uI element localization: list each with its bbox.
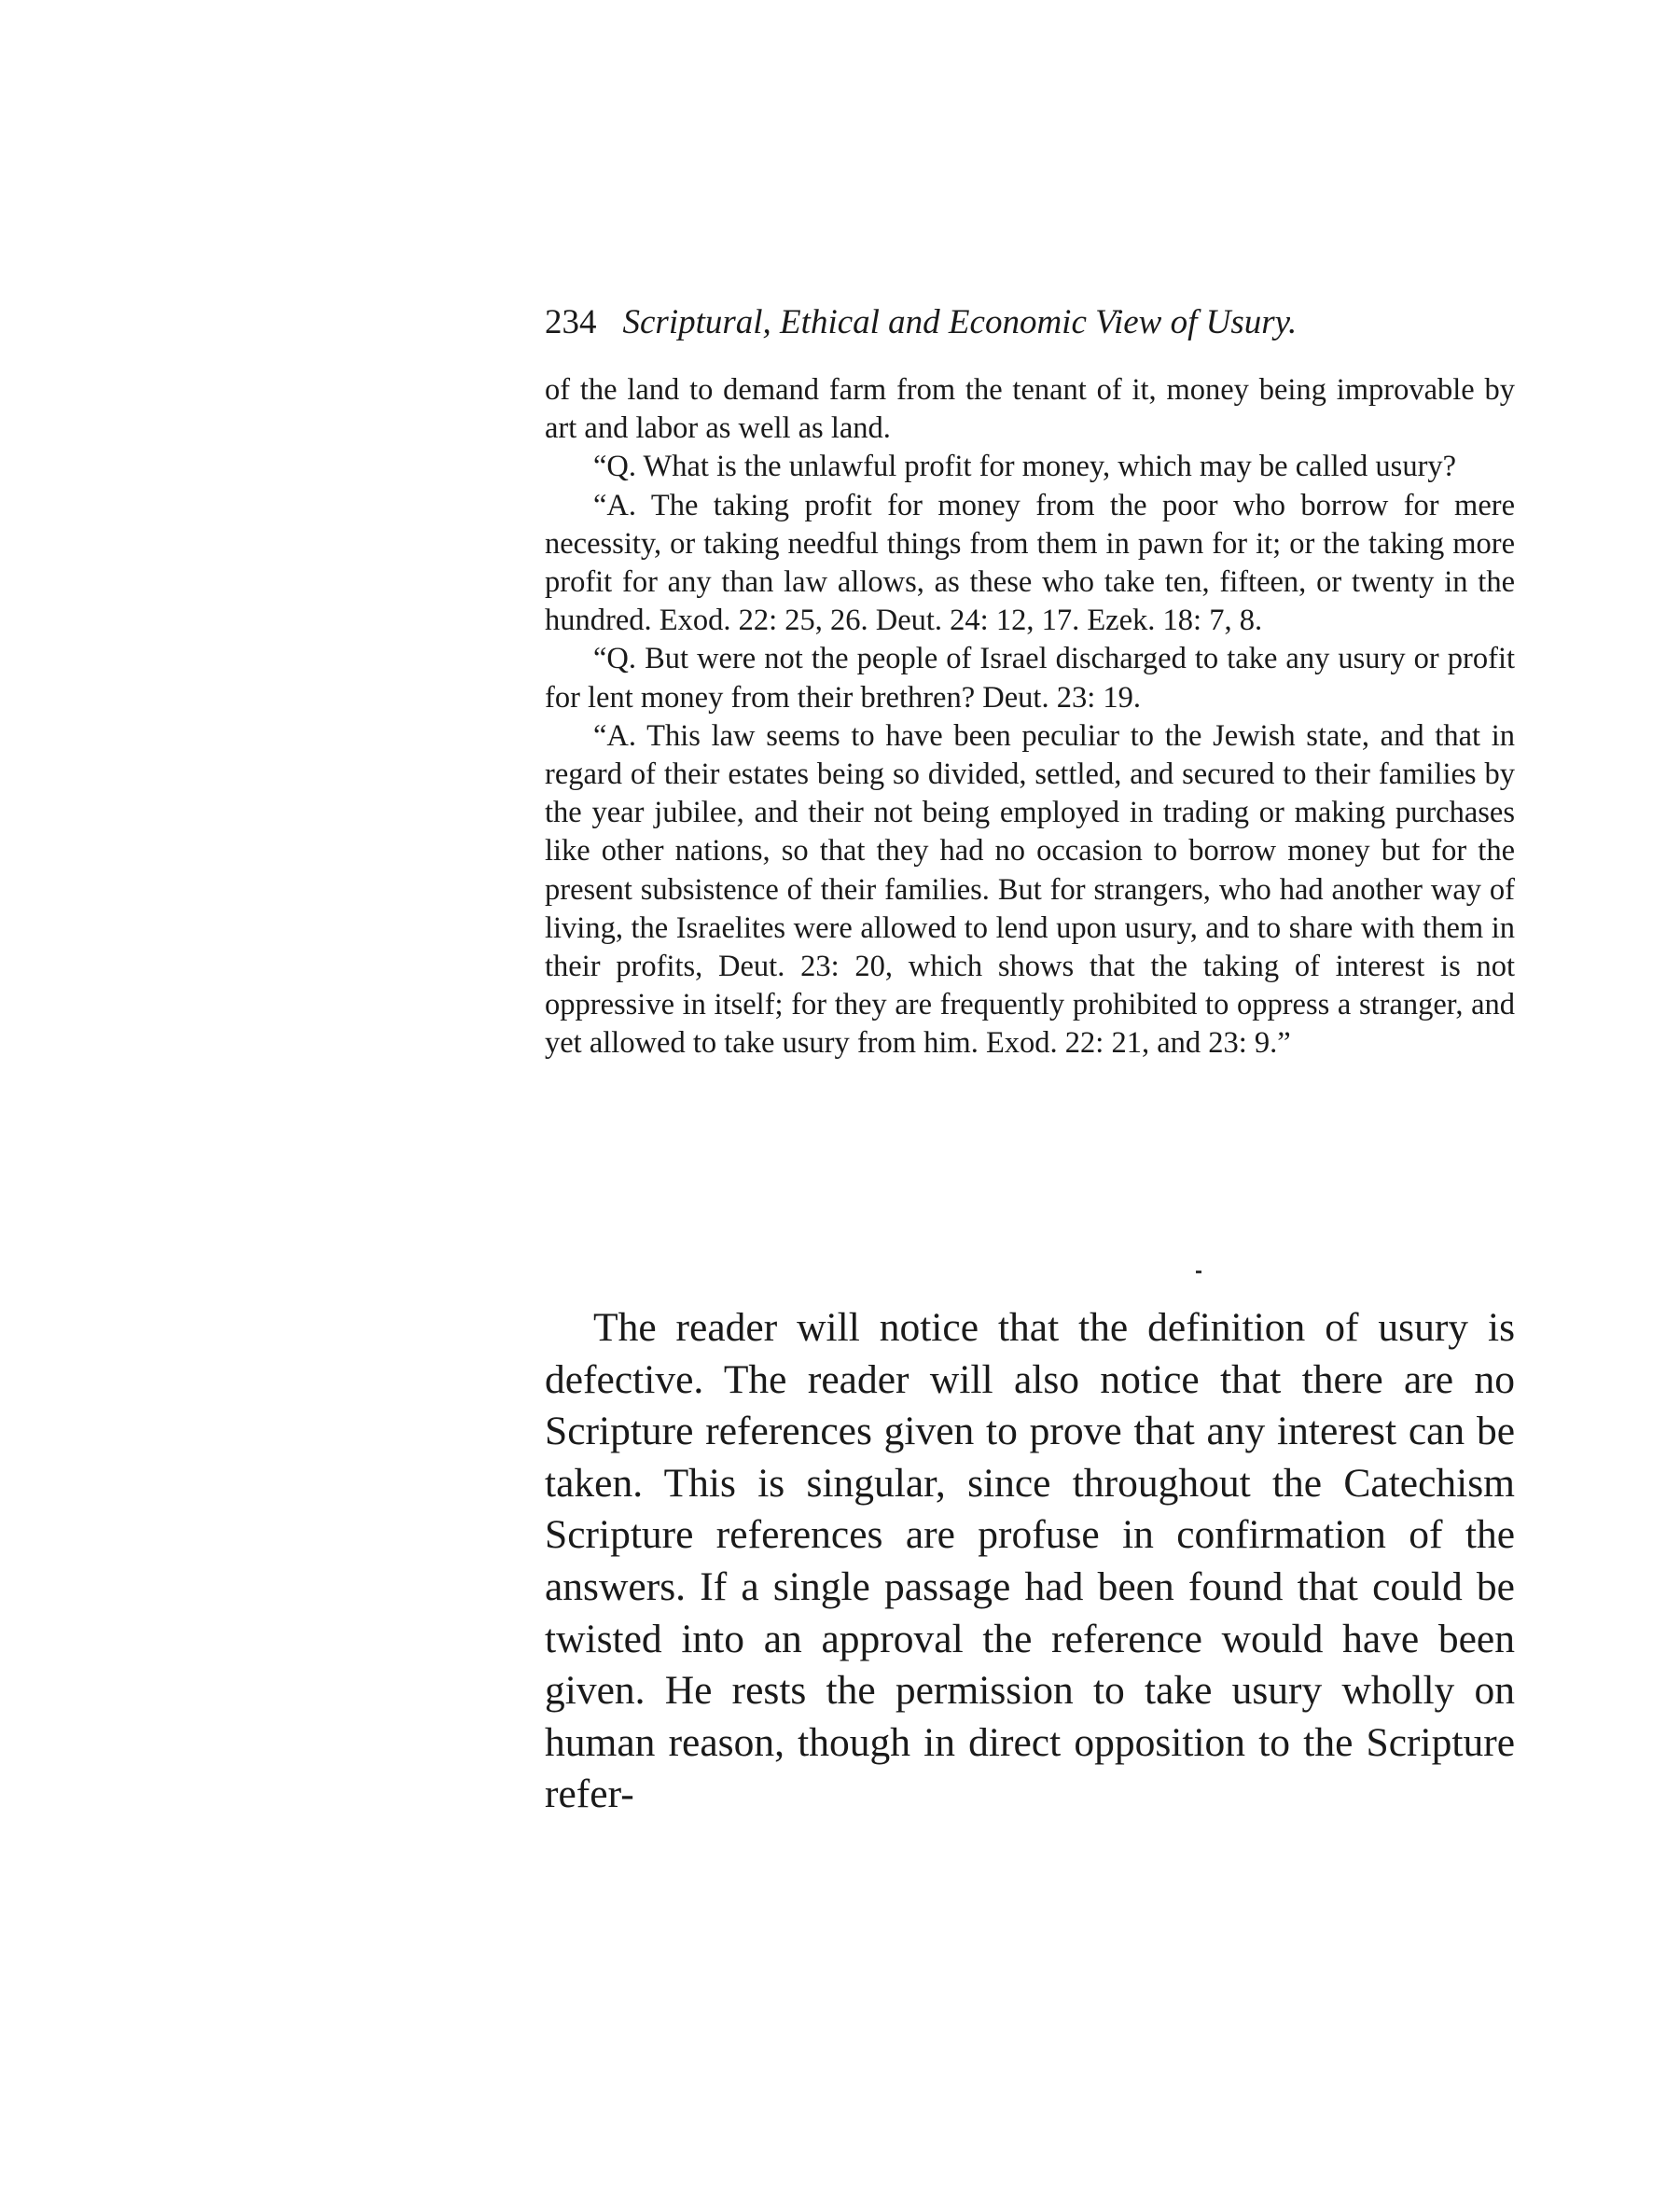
- page-number: 234: [545, 303, 597, 341]
- catechism-question: “Q. What is the unlawful profit for money, which may be called usury?: [593, 450, 1457, 484]
- page-header: [545, 295, 1487, 351]
- body-paragraph: The reader will notice that the definition of usury is defective. The reader will also notice that there are no Scripture references given to prove that any interest can be taken. This is singular, since throughout the Catechism Scripture references are profuse in confirmation of the answers. If a single passage had been found that could be twisted into an approval the reference would have been given. He rests the permission to take usury wholly on human reason, though in direct opposition to the Scripture refer-: [545, 1305, 1515, 1817]
- catechism-answer: “A. The taking profit for money from the poor who borrow for mere necessity, or taking needful things from them in pawn for it; or the taking more profit for any than law allows, as these who take ten, fifteen, or twenty in the hundred. Exod. 22: 25, 26. Deut. 24: 12, 17. Ezek. 18: 7, 8.: [545, 488, 1515, 638]
- catechism-answer: “A. This law seems to have been peculiar to the Jewish state, and that in regard of their estates being so divided, settled, and secured to their families by the year jubilee, and their not being employed in trading or making purchases like other nations, so that they had no occasion to borrow money but for the present subsistence of their families. But for strangers, who had another way of living, the Israelites were allowed to lend upon usury, and to share with them in their profits, Deut. 23: 20, which shows that the taking of interest is not oppressive in itself; for they are frequently prohibited to oppress a stranger, and yet allowed to take usury from him. Exod. 22: 21, and 23: 9.”: [545, 718, 1515, 1061]
- catechism-quotation: [545, 371, 1515, 1063]
- body-text: [545, 1302, 1515, 1821]
- catechism-question: “Q. But were not the people of Israel discharged to take any usury or profit for lent money from their brethren? Deut. 23: 19.: [545, 642, 1515, 715]
- print-mark: [1196, 1271, 1201, 1273]
- running-title: Scriptural, Ethical and Economic View of Usury.: [622, 303, 1298, 341]
- catechism-paragraph: of the land to demand farm from the tenant of it, money being improvable by art and labor as well as land.: [545, 373, 1515, 446]
